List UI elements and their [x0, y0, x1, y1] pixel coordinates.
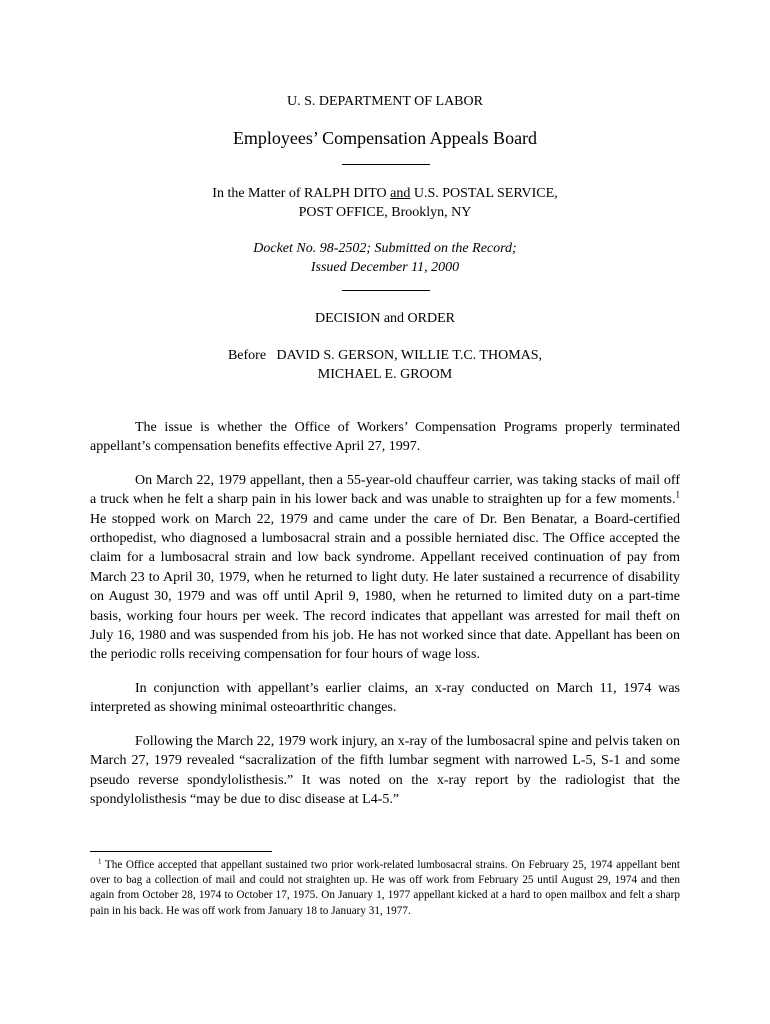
docket-info [0, 239, 770, 277]
case-caption [0, 184, 770, 222]
panel-line2: MICHAEL E. GROOM [317, 367, 453, 382]
footnote-text: The Office accepted that appellant sustained two prior work-related lumbosacral strains. On February 25, 1974 appellant bent over to bag a collection of mail and could not straighten up. He was off work from February 25 until August 29, 1974 and then again from October 28, 1974 to October 17, 1975. On January 1, 1977 appellant kicked at a hard to open mailbox and felt a sharp pain in his back. He was off work from January 18 to January 31, 1977. [90, 859, 680, 917]
caption-and: and [390, 186, 411, 201]
paragraph-issue: The issue is whether the Office of Workers’ Compensation Programs properly terminated appellant’s compensation benefits effective April 27, 1997. [90, 420, 680, 455]
caption-prefix: In the Matter of RALPH DITO [212, 186, 391, 201]
decision-title: DECISION and ORDER [315, 311, 455, 326]
panel-line1: DAVID S. GERSON, WILLIE T.C. THOMAS, [276, 348, 543, 363]
footnote-ref[interactable]: 1 [675, 489, 680, 500]
board-title: Employees’ Compensation Appeals Board [232, 128, 538, 148]
paragraph-xray-1979: Following the March 22, 1979 work injury, an x-ray of the lumbosacral spine and pelvis taken on March 27, 1979 revealed “sacralization of the fifth lumbar segment with narrowed L-5, S-1 and some pseudo reverse spondylolisthesis.” It was noted on the x-ray report by the radiologist that the spondylolisthesis “may be due to disc disease at L4-5.” [90, 733, 680, 807]
paragraph-facts: On March 22, 1979 appellant, then a 55-year-old chauffeur carrier, was taking stacks of mail off a truck when he felt a sharp pain in his lower back and was unable to straighten up for a few moments.$^1$ He stopped work on March 22, 1979 and came under the care of Dr. Ben Benatar, a Board-certified orthopedist, who diagnosed a lumbosacral strain and a possible herniated disc. The Office accepted the claim for a lumbosacral strain and low back syndrome. Appellant received continuation of pay from March 23 to April 30, 1979, when he returned to light duty. He later sustained a recurrence of disability on August 30, 1979 and was off until April 9, 1980, when he returned to limited duty on a part-time basis, working four hours per week. The record indicates that appellant was arrested for mail theft on July 16, 1980 and was suspended from his job. He has not worked since that date. Appellant has been on the periodic rolls receiving compensation for four hours of wage loss. [90, 472, 680, 663]
paragraph-xray-1974: In conjunction with appellant’s earlier claims, an x-ray conducted on March 11, 1974 was interpreted as showing minimal osteoarthritic changes. [90, 680, 680, 716]
docket-line1: Docket No. 98-2502; Submitted on the Record; [253, 241, 517, 256]
footnote-divider [90, 851, 272, 852]
agency-heading: U. S. DEPARTMENT OF LABOR [287, 94, 483, 109]
title-divider [342, 164, 430, 165]
caption-line2: POST OFFICE, Brooklyn, NY [298, 205, 472, 220]
panel-label: Before [227, 348, 267, 363]
opinion-body [90, 418, 680, 823]
docket-divider [342, 290, 430, 291]
footnote-marker: 1 [98, 857, 102, 866]
footnote [90, 858, 680, 919]
panel-members [0, 346, 770, 384]
docket-line2: Issued December 11, 2000 [310, 260, 460, 275]
caption-suffix: U.S. POSTAL SERVICE, [410, 186, 558, 201]
